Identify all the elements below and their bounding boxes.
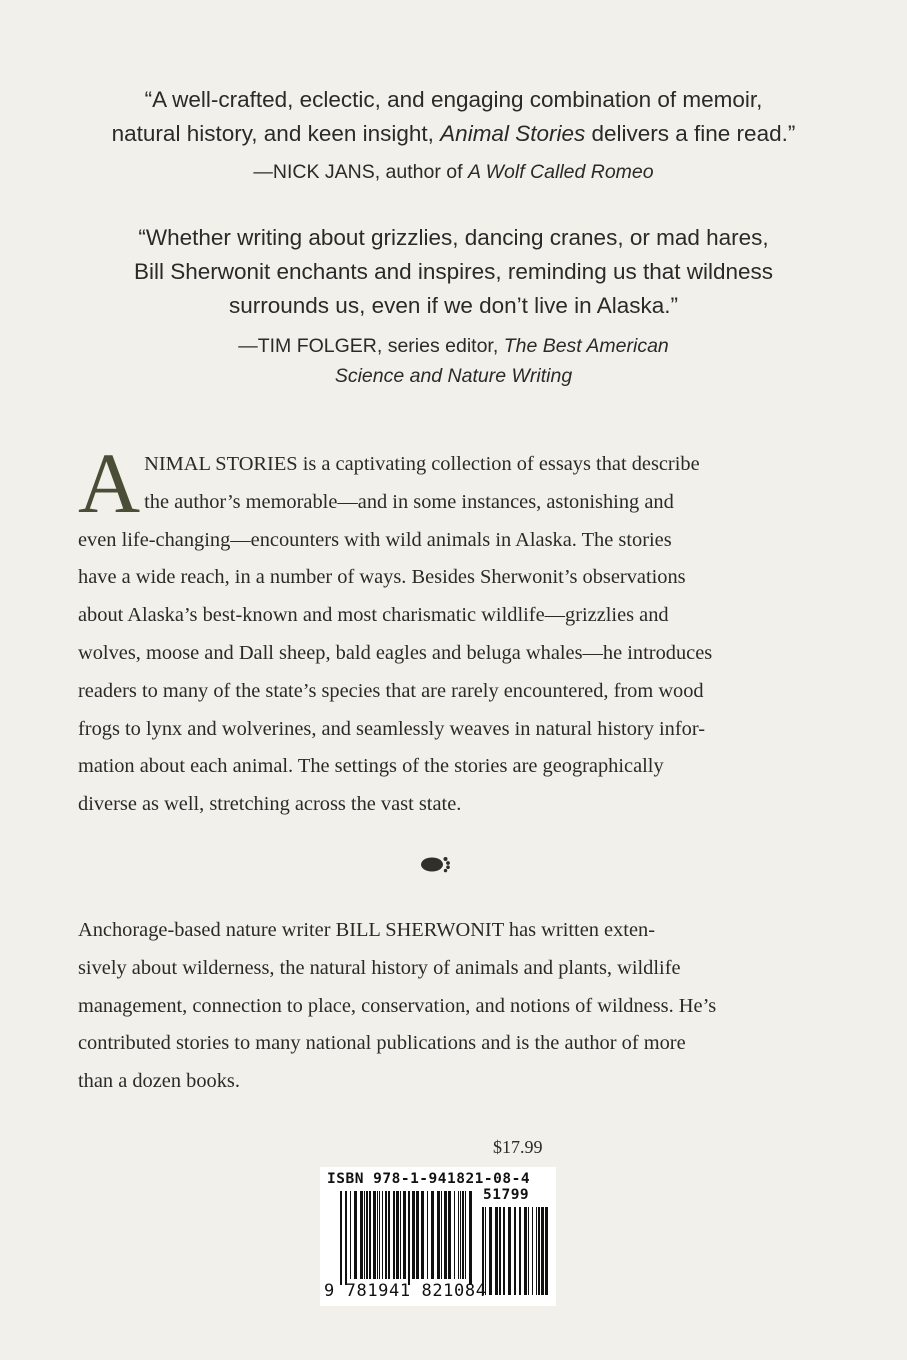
barcode-bar	[499, 1207, 501, 1295]
barcode-bar	[340, 1191, 342, 1285]
paw-print-icon	[420, 855, 452, 873]
barcode-bar	[431, 1191, 434, 1279]
book-title: Animal Stories	[440, 121, 586, 146]
isbn-barcode	[320, 1167, 556, 1306]
barcode-bar	[458, 1191, 459, 1279]
barcode-bar	[469, 1191, 472, 1285]
barcode-bar	[528, 1207, 529, 1295]
barcode-bar	[366, 1191, 368, 1279]
price-addon-digits: 51799	[483, 1187, 530, 1203]
quote-line: “A well-crafted, eclectic, and engaging combination of memoir,	[144, 87, 763, 112]
barcode-bar	[536, 1207, 537, 1295]
barcode-bar	[460, 1191, 461, 1279]
praise-attribution: —TIM FOLGER, series editor, The Best American Science and Nature Writing	[238, 335, 669, 387]
barcode-bar	[545, 1207, 548, 1295]
description-line: wolves, moose and Dall sheep, bald eagles and beluga whales—he introduces	[78, 641, 713, 664]
praise-attribution: —NICK JANS, author of A Wolf Called Romeo	[253, 161, 654, 183]
barcode-bar	[514, 1207, 516, 1295]
barcode-bar	[416, 1191, 419, 1279]
book-description	[78, 435, 790, 824]
praise-block-1	[60, 83, 847, 187]
barcode-bar	[373, 1191, 376, 1279]
praise-quote	[60, 221, 847, 323]
barcode-bar	[345, 1191, 347, 1285]
isbn-label: ISBN 978-1-941821-08-4	[327, 1171, 531, 1187]
author-bio	[78, 912, 790, 1101]
barcode-bar	[412, 1191, 415, 1279]
barcode-bar	[519, 1207, 521, 1295]
barcode-bar	[377, 1191, 378, 1279]
description-line: frogs to lynx and wolverines, and seamlessly weaves in natural history infor-	[78, 717, 706, 740]
ean-digits: 9 781941 821084	[324, 1281, 487, 1301]
barcode-bar	[448, 1191, 451, 1279]
description-line: have a wide reach, in a number of ways. Besides Sherwonit’s observations	[78, 566, 686, 589]
barcode-bar	[538, 1207, 540, 1295]
description-line: even life-changing—encounters with wild animals in Alaska. The stories	[78, 528, 672, 551]
bio-line: Anchorage-based nature writer BILL SHERWONIT has written exten-	[78, 919, 655, 941]
barcode-bar	[354, 1191, 357, 1279]
cited-work-title: The Best American	[503, 335, 669, 357]
quote-line: “Whether writing about grizzlies, dancing cranes, or mad hares,	[138, 225, 769, 250]
description-line: NIMAL STORIES is a captivating collection of essays that describe	[144, 453, 700, 475]
cited-work-title: Science and Nature Writing	[334, 365, 573, 387]
barcode-bar	[408, 1191, 410, 1285]
barcode-bar	[388, 1191, 390, 1279]
barcode-bar	[403, 1191, 406, 1279]
bio-line: management, connection to place, conservation, and notions of wildness. He’s	[78, 994, 717, 1017]
barcode-bar	[462, 1191, 464, 1279]
description-line: mation about each animal. The settings of the stories are geographically	[78, 755, 664, 778]
bio-line: than a dozen books.	[78, 1070, 240, 1093]
barcode-bar	[524, 1207, 527, 1295]
barcode-bar	[495, 1207, 498, 1295]
description-line: readers to many of the state’s species that are rarely encountered, from wood	[78, 679, 704, 702]
description-line: about Alaska’s best-known and most charismatic wildlife—grizzlies and	[78, 604, 669, 627]
barcode-bar	[382, 1191, 383, 1279]
barcode-bar	[393, 1191, 395, 1279]
price: $17.99	[493, 1137, 543, 1157]
barcode-bar	[437, 1191, 440, 1279]
quote-line: surrounds us, even if we don’t live in Alaska.”	[229, 293, 678, 318]
barcode-bar	[508, 1207, 511, 1295]
cited-work-title: A Wolf Called Romeo	[467, 161, 654, 183]
quote-line: natural history, and keen insight, Animal Stories delivers a fine read.”	[111, 121, 796, 146]
barcode-bar	[532, 1207, 533, 1295]
barcode-bar	[421, 1191, 424, 1279]
barcode-bar	[454, 1191, 455, 1279]
barcode-bar	[541, 1207, 544, 1295]
barcode-bar	[503, 1207, 505, 1295]
barcode-bar	[369, 1191, 371, 1279]
bio-line: contributed stories to many national publications and is the author of more	[78, 1032, 686, 1055]
barcode-bar	[465, 1191, 466, 1279]
barcode-bar	[350, 1191, 351, 1279]
praise-block-2	[60, 221, 847, 391]
barcode-bar	[379, 1191, 380, 1279]
barcode-bar	[400, 1191, 401, 1279]
description-line: diverse as well, stretching across the vast state.	[78, 793, 462, 816]
barcode-bar	[396, 1191, 399, 1279]
barcode-bar	[489, 1207, 492, 1295]
bio-line: sively about wilderness, the natural history of animals and plants, wildlife	[78, 956, 681, 979]
quote-line: Bill Sherwonit enchants and inspires, reminding us that wildness	[133, 259, 774, 284]
description-line: the author’s memorable—and in some instances, astonishing and	[144, 490, 674, 513]
barcode-bar	[427, 1191, 428, 1279]
drop-cap: A	[78, 435, 141, 531]
barcode-bar	[364, 1191, 365, 1279]
barcode-bar	[360, 1191, 363, 1279]
barcode-bar	[385, 1191, 387, 1279]
praise-quote	[60, 83, 847, 151]
barcode-bar	[441, 1191, 442, 1279]
barcode-bar	[444, 1191, 447, 1279]
